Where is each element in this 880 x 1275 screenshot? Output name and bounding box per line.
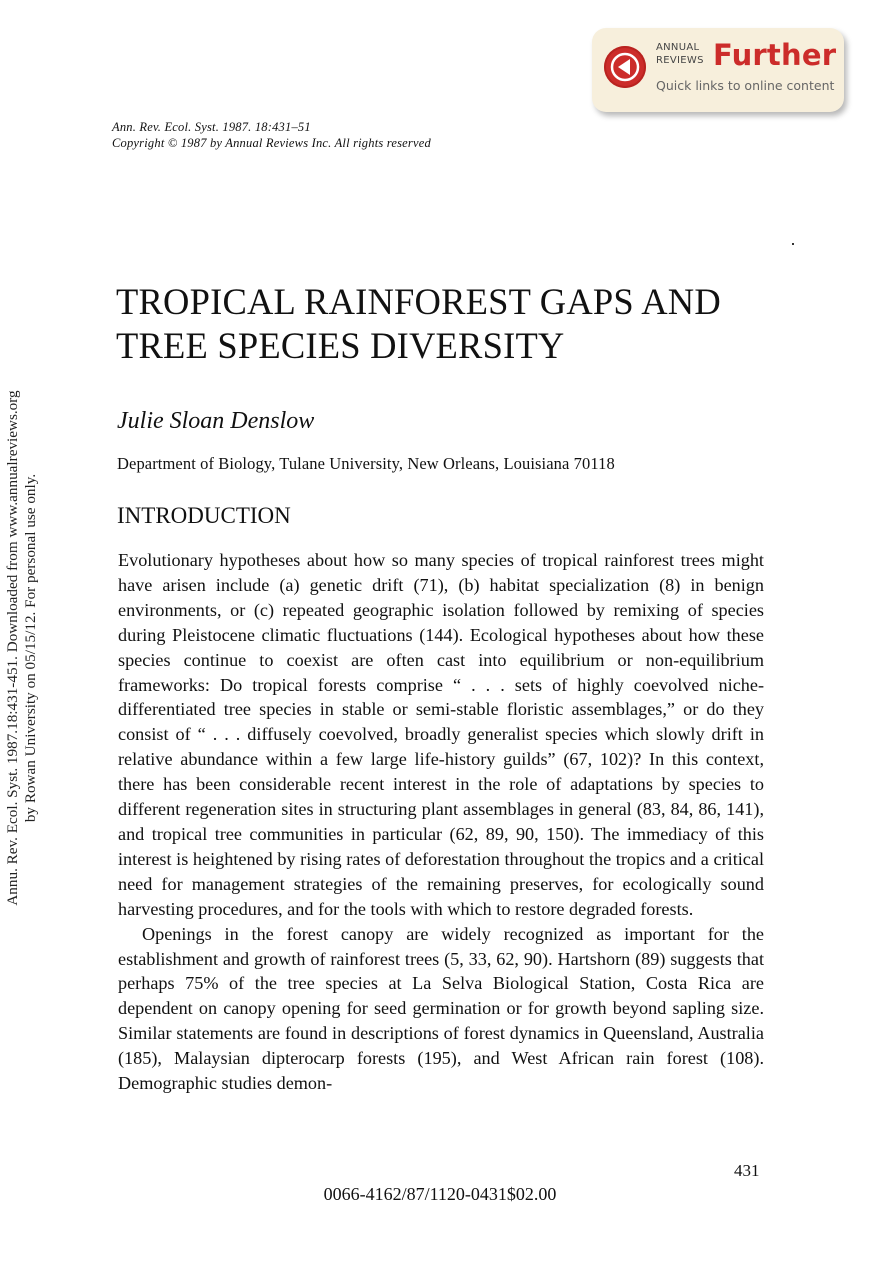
left-arrow-icon[interactable] — [604, 46, 646, 88]
badge-subtitle: Quick links to online content — [656, 78, 835, 93]
paragraph-2: Openings in the forest canopy are widely recognized as important for the establishment and growth of rainforest trees (5, 33, 62, 90). Hartshorn (89) suggests that perhaps 75% of the tree species at La Selva Biological Station, Costa Rica are dependent on canopy opening for seed germination or for growth beyond sapling size. Similar statements are found in descriptions of forest dynamics in Queensland, Australia (185), Malaysian dipterocarp forests (195), and West African rain forest (108). Demographic studies demon- — [118, 923, 764, 1094]
citation-line-1: Ann. Rev. Ecol. Syst. 1987. 18:431–51 — [112, 120, 311, 134]
badge-annual-label: ANNUAL — [656, 42, 700, 53]
badge-further-label: Further — [713, 38, 837, 72]
article-code: 0066-4162/87/1120-0431$02.00 — [323, 1184, 557, 1204]
stray-dot — [792, 243, 794, 245]
paragraph-1: Evolutionary hypotheses about how so many species of tropical rainforest trees might have arisen include (a) genetic drift (71), (b) habitat specialization (8) in benign environments, or (c) repeated geographic isolation followed by remixing of species during Pleistocene climatic fluctuations (144). Ecological hypotheses about how these species continue to coexist are often cast into equilibrium or non-equilibrium frameworks: Do tropical forests comprise “ . . . sets of highly coevolved niche-differentiated tree species in stable or semi-stable floristic assemblages,” or do they consist of “ . . . diffusely coevolved, broadly generalist species which slowly drift in relative abundance within a few large life-history guilds” (67, 102)? In this context, there has been considerable recent interest in the role of adaptations by species to different regeneration sites in structuring plant assemblages in general (83, 84, 86, 141), and tropical tree communities in particular (62, 89, 90, 150). The immediacy of this interest is heightened by rising rates of deforestation throughout the tropics and a critical need for management strategies of the remaining preserves, for ecologically sound harvesting procedures, and for the tools with which to restore degraded forests. — [118, 550, 764, 919]
section-heading: INTRODUCTION — [117, 503, 291, 528]
annual-reviews-further-badge[interactable] — [592, 28, 844, 112]
badge-reviews-label: REVIEWS — [656, 55, 704, 66]
watermark-line-2: by Rowan University on 05/15/12. For personal use only. — [22, 473, 39, 823]
page-number: 431 — [734, 1161, 760, 1180]
watermark-line-1: Annu. Rev. Ecol. Syst. 1987.18:431-451. Downloaded from www.annualreviews.org — [4, 390, 21, 906]
author-name: Julie Sloan Denslow — [117, 408, 315, 434]
title-line-1: TROPICAL RAINFOREST GAPS AND — [116, 281, 721, 322]
journal-citation — [112, 119, 431, 151]
download-watermark — [4, 348, 40, 948]
author-affiliation: Department of Biology, Tulane University, New Orleans, Louisiana 70118 — [117, 454, 615, 473]
title-line-2: TREE SPECIES DIVERSITY — [116, 325, 565, 366]
citation-line-2: Copyright © 1987 by Annual Reviews Inc. All rights reserved — [112, 136, 431, 150]
article-title — [116, 280, 721, 368]
body-text — [118, 548, 764, 1096]
